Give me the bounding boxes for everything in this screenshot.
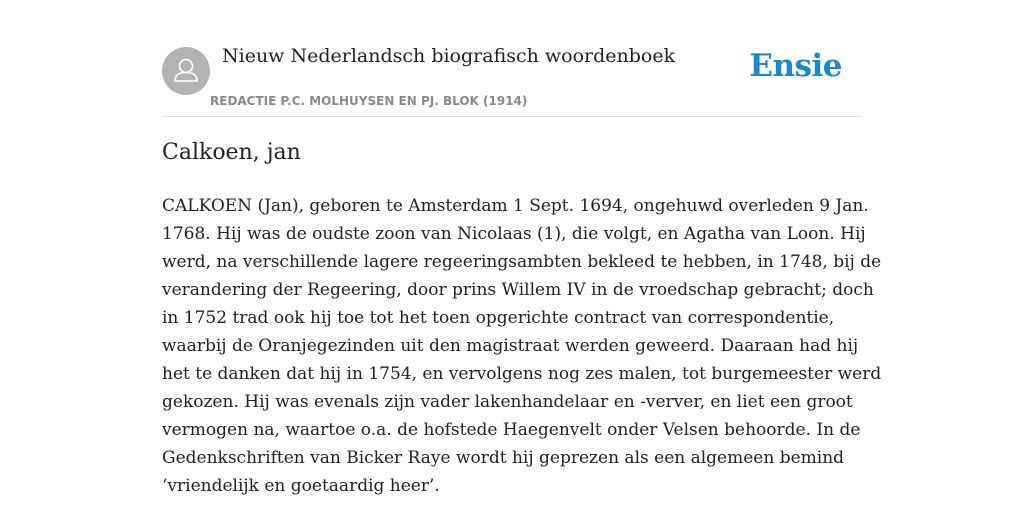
body-line: werd, na verschillende lagere regeeringsambten bekleed te hebben, in 1748, bij de <box>162 252 882 272</box>
body-line: 1768. Hij was de oudste zoon van Nicolaas (1), die volgt, en Agatha van Loon. Hij <box>162 224 866 244</box>
source-header <box>162 44 862 117</box>
body-line: in 1752 trad ook hij toe tot het toen opgerichte contract van correspondentie, <box>162 308 835 328</box>
body-line: ‘vriendelijk en goetaardig heer’. <box>162 476 440 496</box>
body-line: vermogen na, waartoe o.a. de hofstede Haegenvelt onder Velsen behoorde. In de <box>162 420 861 440</box>
source-title[interactable]: Nieuw Nederlandsch biografisch woordenboek <box>222 45 676 67</box>
body-line: het te danken dat hij in 1754, en vervolgens nog zes malen, tot burgemeester werd <box>162 364 882 384</box>
entry-body <box>162 192 882 500</box>
entry-title: Calkoen, jan <box>162 140 301 165</box>
source-editors: REDACTIE P.C. MOLHUYSEN EN PJ. BLOK (1914) <box>210 94 528 108</box>
body-line: gekozen. Hij was evenals zijn vader lakenhandelaar en -verver, en liet een groot <box>162 392 853 412</box>
avatar[interactable] <box>162 47 210 95</box>
body-line: waarbij de Oranjegezinden uit den magistraat werden geweerd. Daaraan had hij <box>162 336 859 356</box>
body-line: CALKOEN (Jan), geboren te Amsterdam 1 Sept. 1694, ongehuwd overleden 9 Jan. <box>162 196 869 216</box>
body-line: verandering der Regeering, door prins Willem IV in de vroedschap gebracht; doch <box>162 280 874 300</box>
brand-logo[interactable]: Ensie <box>749 48 842 84</box>
user-icon <box>162 47 210 95</box>
body-line: Gedenkschriften van Bicker Raye wordt hij geprezen als een algemeen bemind <box>162 448 845 468</box>
